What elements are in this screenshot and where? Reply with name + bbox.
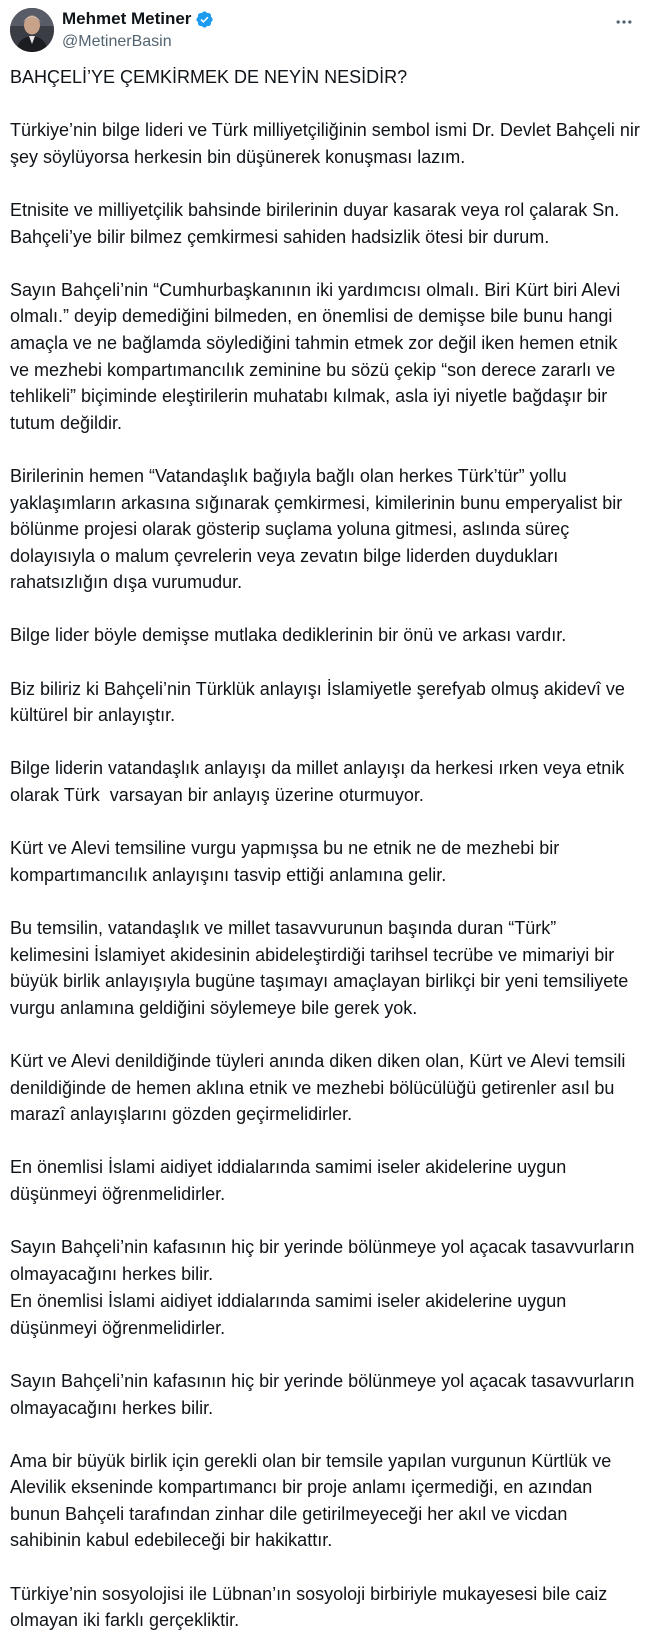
- tweet-paragraph: Birilerinin hemen “Vatandaşlık bağıyla bağlı olan herkes Türk’tür” yollu yaklaşımların arkasına sığınarak çemkirmesi, kimilerinin bunu emperyalist bir bölünme projesi olarak gösterip suçlama yoluna gitmesi, aslında süreç dolayısıyla o malum çevrelerin veya zevatın bilge liderden duydukları rahatsızlığın dışa vurumudur.: [10, 465, 628, 593]
- tweet-paragraph: Ama bir büyük birlik için gerekli olan bir temsile yapılan vurgunun Kürtlük ve Alevilik ekseninde kompartımancı bir proje anlamı içermediği, en azından bunun Bahçeli tarafından zinhar dile getirilmeyeceği her akıl ve vicdan sahibinin kabul edebileceği bir hakikattır.: [10, 1450, 616, 1551]
- tweet-paragraph: Sayın Bahçeli’nin kafasının hiç bir yerinde bölünmeye yol açacak tasavvurların olmayacağını herkes bilir.: [10, 1370, 640, 1418]
- tweet-paragraph-clipped: Sayın Bahçeli’nin kafasının hiç bir yerinde bölünmeye yol açacak tasavvurların olmayacağını herkes bilir.: [10, 1237, 640, 1284]
- verified-badge-icon: [195, 10, 214, 29]
- tweet-paragraph: Bilge lider böyle demişse mutlaka dediklerinin bir önü ve arkası vardır.: [10, 625, 567, 646]
- author-display-name[interactable]: Mehmet Metiner: [62, 9, 192, 28]
- tweet-paragraph: Kürt ve Alevi denildiğinde tüyleri anında diken diken olan, Kürt ve Alevi temsili denildiğinde de hemen aklına etnik ve mezhebi bölücülüğü getirenler asıl bu marazî anlayışlarını gözden geçirmelidirler.: [10, 1050, 631, 1125]
- tweet-paragraph: Türkiye’nin bilge lideri ve Türk milliyetçiliğinin sembol ismi Dr. Devlet Bahçeli nir şey söylüyorsa herkesin bin düşünerek konuşması lazım.: [10, 120, 645, 167]
- tweet-paragraph: En önemlisi İslami aidiyet iddialarında samimi iseler akidelerine uygun düşünmeyi öğrenmelidirler.: [10, 1157, 572, 1204]
- tweet-paragraph: Kürt ve Alevi temsiline vurgu yapmışsa bu ne etnik ne de mezhebi bir kompartımancılık anlayışını tasvip ettiği anlamına gelir.: [10, 838, 565, 885]
- author-name-row: [62, 8, 214, 30]
- tweet-paragraph: Etnisite ve milliyetçilik bahsinde birilerinin duyar kasarak veya rol çalarak Sn. Bahçeli’ye bilir bilmez çemkirmesi sahiden hadsizlik ötesi bir durum.: [10, 199, 625, 247]
- tweet-paragraph: Türkiye’nin sosyolojisi ile Lübnan’ın sosyoloji birbiriyle mukayesesi bile caiz olmayan iki farklı gerçekliktir.: [10, 1583, 613, 1631]
- tweet-paragraph: BAHÇELİ’YE ÇEMKİRMEK DE NEYİN NESİDİR?: [10, 67, 408, 87]
- more-horizontal-icon[interactable]: [612, 12, 636, 32]
- tweet-paragraph: Biz biliriz ki Bahçeli’nin Türklük anlayışı İslamiyetle şerefyab olmuş akidevî ve kültürel bir anlayıştır.: [10, 678, 630, 726]
- tweet-header: [10, 6, 640, 54]
- tweet-text: [10, 64, 645, 1634]
- tweet-paragraph: Bilge liderin vatandaşlık anlayışı da millet anlayışı da herkesi ırken veya etnik olarak Türk varsayan bir anlayış üzerine oturmuyor.: [10, 758, 630, 806]
- tweet-paragraph: Bu temsilin, vatandaşlık ve millet tasavvurunun başında duran “Türk” kelimesini İslamiyet akidesinin abideleştirdiği tarihsel tecrübe ve mimariyi bir büyük birlik anlayışıyla bugüne taşımayı amaçlayan birlikçi bir yeni temsiliyete vurgu anlamına geldiğini söylemeye bile gerek yok.: [10, 918, 634, 1018]
- tweet-paragraph: Sayın Bahçeli’nin “Cumhurbaşkanının iki yardımcısı olmalı. Biri Kürt biri Alevi olmalı.” deyip demediğini bilmeden, en önemlisi de demişse bile bunu hangi amaçla ve ne bağlamda söylediğini tahmin etmek zor değil iken hemen etnik ve mezhebi kompartımancılık zeminine bu sözü çekip “son derece zararlı ve tehlikeli” biçiminde eleştirilerin muhatabı kılmak, asla iyi niyetle bağdaşır bir tutum değildir.: [10, 279, 626, 433]
- author-handle[interactable]: @MetinerBasin: [62, 33, 172, 50]
- tweet-paragraph: En önemlisi İslami aidiyet iddialarında samimi iseler akidelerine uygun düşünmeyi öğrenmelidirler.: [10, 1291, 572, 1338]
- avatar[interactable]: [10, 8, 54, 52]
